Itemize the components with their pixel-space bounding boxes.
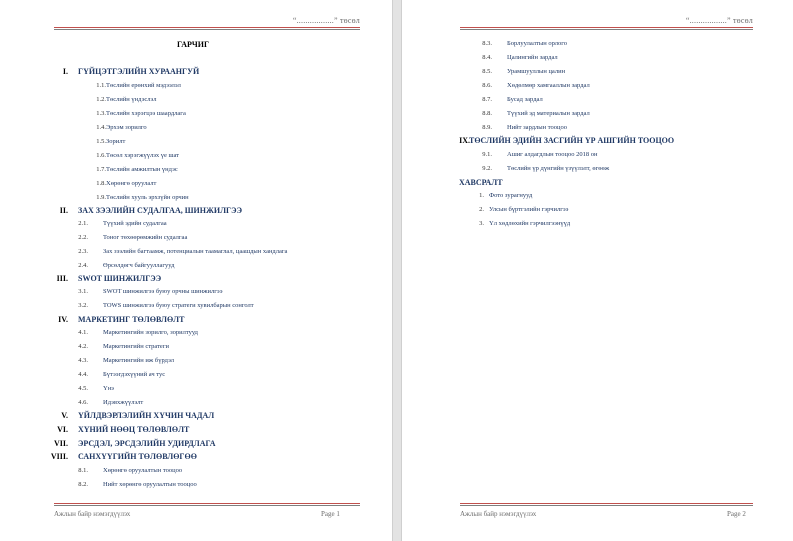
toc-entry-text: ЭРСДЭЛ, ЭРСДЭЛИЙН УДИРДЛАГА [78, 439, 216, 448]
toc-entry-number: III. [56, 274, 68, 283]
toc-entry-number: 4.1. [78, 329, 88, 336]
toc-entry-number: 1.4. [96, 124, 106, 131]
toc-entry-number: 3.2. [78, 302, 88, 309]
toc-entry-number: 1.1. [96, 82, 106, 89]
toc-entry-text: Төслийн хууль эрхзүйн орчин [106, 194, 189, 201]
footer-text: Ажлын байр нэмэгдүүлэх [54, 510, 131, 518]
toc-entry-number: 2.3. [78, 248, 88, 255]
toc-entry-number: 2. [479, 206, 484, 213]
toc-entry-number: 9.1. [482, 151, 492, 158]
toc-entry-text: ЗАХ ЗЭЭЛИЙН СУДАЛГАА, ШИНЖИЛГЭЭ [78, 206, 242, 215]
footer-rule-thin [460, 505, 753, 506]
toc-entry-text: Ашиг алдагдлын тооцоо 2018 он [507, 151, 598, 158]
toc-entry-number: VII. [53, 439, 68, 448]
toc-entry-number: 1.6. [96, 152, 106, 159]
toc-entry-text: ТӨСЛИЙН ЭДИЙН ЗАСГИЙН ҮР АШГИЙН ТООЦОО [469, 136, 675, 145]
toc-entry-text: Маркетингийн иж бүрдэл [103, 357, 175, 364]
toc-entry-number: IX. [459, 136, 470, 145]
toc-entry-number: 2.1. [78, 220, 88, 227]
toc-entry-text: Нийт зардлын тооцоо [507, 124, 567, 131]
toc-entry-number: 1.2. [96, 96, 106, 103]
toc-entry-text: Нийт хөрөнгө оруулалтын тооцоо [103, 481, 197, 488]
toc-entry-text: Төслийн амжилтын үндэс [106, 166, 178, 173]
toc-entry-number: 3. [479, 220, 484, 227]
page-header: “.................” төсөл [292, 16, 360, 25]
toc-entry-text: Улсын бүртгэлийн гэрчилгээ [489, 206, 569, 213]
toc-entry-text: Төслийн ерөнхий мэдээлэл [106, 82, 181, 89]
toc-entry-number: 4.4. [78, 371, 88, 378]
toc-entry-number: 8.6. [482, 82, 492, 89]
toc-entry-number: 1.9. [96, 194, 106, 201]
toc-entry-text: Борлуулалтын орлого [507, 40, 568, 47]
toc-entry-text: Идэвхжүүлэлт [103, 399, 144, 406]
toc-entry-number: 8.3. [482, 40, 492, 47]
toc-entry-number: 8.7. [482, 96, 492, 103]
toc-entry-text: Төслийн хэрэгцээ шаардлага [106, 110, 186, 117]
toc-entry-text: Түүхий эдийн судалгаа [103, 220, 167, 227]
header-rule [460, 27, 753, 28]
toc-entry-number: VI. [57, 425, 68, 434]
toc-entry-number: 8.2. [78, 481, 88, 488]
toc-entry-text: Урамшууллын цалин [507, 68, 566, 75]
toc-entry-text: Төслийн үндэслэл [106, 96, 157, 103]
document-page-2 [402, 0, 793, 541]
toc-entry-text: Зах зээлийн багтаамж, потенциалын таамаглал, цаашдын хандлага [103, 248, 288, 255]
document-page-1 [0, 0, 392, 541]
toc-entry-text: SWOT ШИНЖИЛГЭЭ [78, 274, 162, 283]
page-header: “.................” төсөл [685, 16, 753, 25]
toc-entry-text: Өрсөлдөгч байгууллагууд [103, 262, 175, 269]
toc-entry-text: Төсөл хэрэгжүүлэх үе шат [106, 152, 180, 159]
footer-rule [54, 503, 360, 504]
toc-entry-number: I. [62, 67, 68, 76]
toc-entry-number: 8.9. [482, 124, 492, 131]
toc-entry-text: Бүтээгдэхүүний ач тус [103, 371, 166, 378]
toc-entry-text: Маркетингийн зорилго, зорилтууд [103, 329, 198, 336]
toc-entry-number: 2.4. [78, 262, 88, 269]
toc-entry-text: Хөрөнгө оруулалт [106, 180, 157, 187]
toc-entry-text: МАРКЕТИНГ ТӨЛӨВЛӨЛТ [78, 315, 185, 324]
toc-entry-number: 9.2. [482, 165, 492, 172]
toc-entry-number: 3.1. [78, 288, 88, 295]
toc-entry-number: II. [59, 206, 68, 215]
toc-entry-number: 8.8. [482, 110, 492, 117]
toc-entry-text: Төслийн үр дүнгийн үзүүлэлт, өгөөж [507, 165, 610, 172]
toc-entry-text: Зорилт [106, 138, 126, 145]
toc-entry-text: Үл хөдлөхийн гэрчилгээнүүд [489, 220, 571, 227]
toc-entry-text: Түүхий эд материалын зардал [507, 110, 590, 117]
header-rule-thin [460, 29, 753, 30]
toc-entry-number: 8.5. [482, 68, 492, 75]
toc-entry-number: 4.3. [78, 357, 88, 364]
page-number: Page 2 [727, 510, 746, 518]
toc-entry-text: Цалингийн зардал [507, 54, 558, 61]
toc-entry-number: 4.6. [78, 399, 88, 406]
toc-entry-text: TOWS шинжилгээ буюу стратеги хувилбарын сонголт [103, 302, 254, 309]
toc-entry-number: 8.1. [78, 467, 88, 474]
toc-entry-number: 4.2. [78, 343, 88, 350]
toc-entry-text: ГҮЙЦЭТГЭЛИЙН ХУРААНГУЙ [78, 67, 200, 76]
toc-entry-text: SWOT шинжилгээ буюу орчны шинжилгээ [103, 288, 223, 295]
header-rule [54, 27, 360, 28]
toc-entry-number: VIII. [50, 452, 68, 461]
toc-entry-number: 2.2. [78, 234, 88, 241]
toc-entry-text: Хөрөнгө оруулалтын тооцоо [103, 467, 183, 474]
toc-entry-text: ХАВСРАЛТ [459, 178, 503, 187]
toc-entry-text: ХҮНИЙ НӨӨЦ ТӨЛӨВЛӨЛТ [78, 425, 190, 434]
toc-entry-number: IV. [58, 315, 68, 324]
page-gutter [392, 0, 402, 541]
toc-entry-number: 1. [479, 192, 484, 199]
toc-entry-text: ҮЙЛДВЭРЛЭЛИЙН ХҮЧИН ЧАДАЛ [78, 411, 215, 420]
toc-entry-number: V. [61, 411, 68, 420]
toc-entry-text: Хөдөлмөр хамгааллын зардал [507, 82, 590, 89]
footer-text: Ажлын байр нэмэгдүүлэх [460, 510, 537, 518]
toc-entry-text: Тоног төхөөрөмжийн судалгаа [103, 234, 188, 241]
toc-entry-number: 1.5. [96, 138, 106, 145]
toc-entry-number: 8.4. [482, 54, 492, 61]
header-rule-thin [54, 29, 360, 30]
toc-entry-number: 4.5. [78, 385, 88, 392]
toc-entry-number: 1.3. [96, 110, 106, 117]
toc-entry-text: Эрхэм зорилго [106, 124, 147, 131]
footer-rule [460, 503, 753, 504]
toc-entry-number: 1.8. [96, 180, 106, 187]
toc-entry-text: Бусад зардал [507, 96, 543, 103]
toc-title: ГАРЧИГ [177, 40, 210, 49]
toc-entry-text: Маркетингийн стратеги [103, 343, 169, 350]
page-number: Page 1 [321, 510, 340, 518]
toc-entry-text: Үнэ [103, 385, 114, 392]
footer-rule-thin [54, 505, 360, 506]
toc-entry-text: Фото зурагнууд [489, 192, 533, 199]
toc-entry-text: САНХҮҮГИЙН ТӨЛӨВЛӨГӨӨ [78, 452, 197, 461]
toc-entry-number: 1.7. [96, 166, 106, 173]
